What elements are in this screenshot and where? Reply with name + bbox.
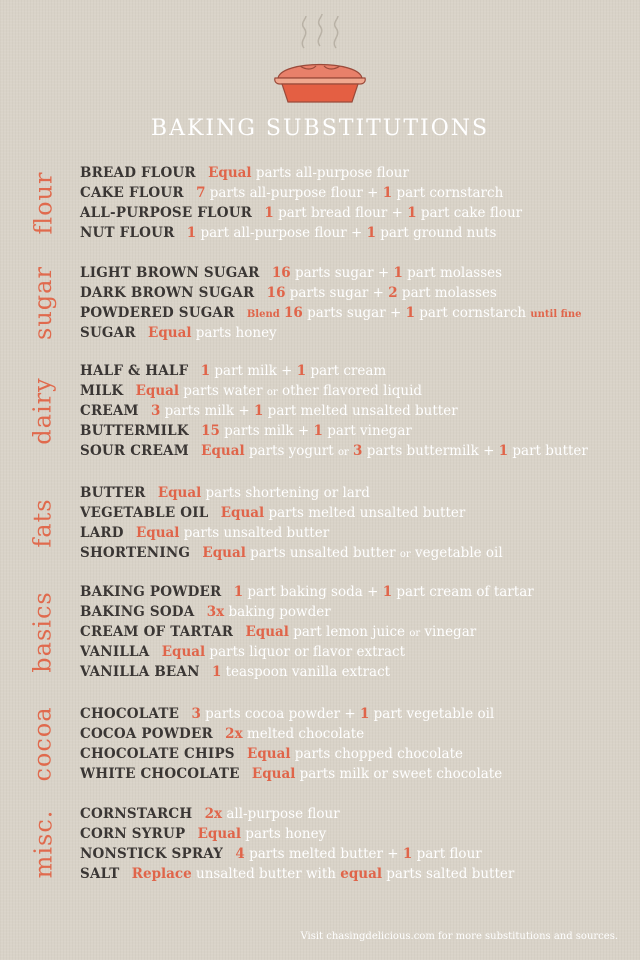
- substitution-row: [80, 602, 620, 622]
- substitution-text: +: [478, 443, 499, 459]
- category-label: [28, 582, 58, 682]
- substitution-text: +: [373, 265, 394, 281]
- substitution-row: [80, 381, 620, 401]
- ingredient-name: CHOCOLATE CHIPS: [80, 746, 235, 762]
- substitution-row: [80, 704, 620, 724]
- ingredient-name: CHOCOLATE: [80, 706, 180, 722]
- substitution-amount: 1: [393, 265, 403, 281]
- substitution-text: part cake flour: [416, 205, 523, 221]
- substitution-amount: Equal: [208, 165, 252, 181]
- substitution-row: [80, 483, 620, 503]
- substitution-amount: 1: [366, 225, 376, 241]
- section-flour: [0, 163, 640, 243]
- category-label: [28, 483, 58, 563]
- substitution-amount: 7: [196, 185, 206, 201]
- ingredient-name: BAKING POWDER: [80, 584, 222, 600]
- substitution-text: or: [337, 447, 349, 458]
- substitution-amount: 1: [382, 584, 393, 600]
- pie-with-steam-icon: [270, 14, 370, 106]
- substitution-row: [80, 401, 620, 421]
- separator: [221, 584, 233, 600]
- substitution-amount: 15: [201, 423, 220, 439]
- ingredient-name: HALF & HALF: [80, 363, 189, 379]
- substitution-text: parts water: [179, 383, 267, 399]
- substitution-amount: Equal: [202, 545, 246, 561]
- separator: [146, 485, 158, 501]
- substitution-row: [80, 824, 620, 844]
- separator: [235, 746, 247, 762]
- substitution-text: +: [368, 285, 389, 301]
- separator: [136, 325, 148, 341]
- ingredient-name: VANILLA: [80, 644, 150, 660]
- section-sugar: [0, 263, 640, 343]
- substitution-amount: 1: [186, 225, 197, 241]
- substitution-text: parts sugar: [285, 285, 369, 301]
- substitution-amount: 1: [407, 205, 417, 221]
- substitution-row: [80, 804, 620, 824]
- substitution-amount: Equal: [201, 443, 245, 459]
- substitution-text: +: [385, 305, 406, 321]
- substitution-amount: until fine: [530, 309, 582, 320]
- separator: [124, 525, 136, 541]
- substitution-text: or: [399, 549, 411, 560]
- ingredient-name: BUTTERMILK: [80, 423, 189, 439]
- substitution-amount: 3: [353, 443, 363, 459]
- substitution-amount: Replace: [131, 866, 192, 882]
- separator: [189, 443, 201, 459]
- category-label-text: misc.: [29, 809, 58, 879]
- substitution-text: parts cocoa powder: [200, 706, 341, 722]
- substitution-text: unsalted butter with: [191, 866, 341, 882]
- substitution-text: parts milk or sweet chocolate: [295, 766, 503, 782]
- substitution-text: +: [276, 363, 297, 379]
- substitution-text: melted chocolate: [242, 726, 365, 742]
- ingredient-name: DARK BROWN SUGAR: [80, 285, 255, 301]
- section-dairy: [0, 361, 640, 461]
- ingredient-name: SUGAR: [80, 325, 136, 341]
- substitution-text: all-purpose flour: [222, 806, 340, 822]
- substitution-amount: Equal: [220, 505, 265, 521]
- page-title: BAKING SUBSTITUTIONS: [150, 116, 490, 141]
- substitution-row: [80, 543, 620, 563]
- substitution-row: [80, 724, 620, 744]
- substitution-amount: Equal: [136, 525, 180, 541]
- substitution-text: part baking soda: [243, 584, 363, 600]
- substitution-text: +: [362, 584, 383, 600]
- section-basics: [0, 582, 640, 682]
- substitution-text: +: [346, 225, 367, 241]
- separator: [223, 846, 235, 862]
- substitution-row: [80, 203, 620, 223]
- substitution-text: parts chopped chocolate: [290, 746, 463, 762]
- separator: [260, 265, 272, 281]
- substitution-text: part molasses: [402, 265, 503, 281]
- substitution-text: parts unsalted butter: [179, 525, 330, 541]
- substitution-row: [80, 744, 620, 764]
- substitution-text: +: [382, 846, 403, 862]
- substitution-amount: 1: [296, 363, 307, 379]
- separator: [184, 185, 196, 201]
- substitution-amount: 1: [233, 584, 244, 600]
- separator: [188, 363, 200, 379]
- substitution-amount: Equal: [135, 383, 180, 399]
- substitution-amount: 1: [264, 205, 274, 221]
- ingredient-name: SOUR CREAM: [80, 443, 189, 459]
- substitution-amount: Equal: [251, 766, 296, 782]
- separator: [196, 165, 208, 181]
- substitution-row: [80, 523, 620, 543]
- substitution-text: part molasses: [397, 285, 497, 301]
- separator: [208, 505, 220, 521]
- substitution-text: parts shortening or lard: [201, 485, 370, 501]
- substitution-row: [80, 622, 620, 642]
- footer-note: Visit chasingdelicious.com for more substitutions and sources.: [300, 931, 618, 942]
- ingredient-name: POWDERED SUGAR: [80, 305, 235, 321]
- ingredient-name: SALT: [80, 866, 120, 882]
- substitution-amount: Equal: [161, 644, 206, 660]
- substitution-text: parts all-purpose flour: [251, 165, 409, 181]
- category-label: [28, 361, 58, 461]
- separator: [123, 383, 135, 399]
- substitution-amount: Equal: [245, 624, 289, 640]
- separator: [235, 305, 247, 321]
- substitution-text: or: [409, 628, 421, 639]
- substitution-text: +: [362, 185, 383, 201]
- ingredient-name: NUT FLOUR: [80, 225, 175, 241]
- ingredient-name: CORN SYRUP: [80, 826, 186, 842]
- substitution-text: part all-purpose flour: [196, 225, 347, 241]
- substitution-text: parts yogurt: [244, 443, 338, 459]
- separator: [185, 826, 197, 842]
- substitution-text: or: [266, 387, 278, 398]
- substitution-amount: Equal: [148, 325, 192, 341]
- ingredient-name: CAKE FLOUR: [80, 185, 184, 201]
- separator: [192, 806, 204, 822]
- substitution-amount: Equal: [247, 746, 291, 762]
- separator: [139, 403, 151, 419]
- substitution-text: parts milk: [160, 403, 235, 419]
- separator: [119, 866, 131, 882]
- substitution-text: part ground nuts: [375, 225, 497, 241]
- ingredient-name: WHITE CHOCOLATE: [80, 766, 240, 782]
- substitution-text: parts all-purpose flour: [205, 185, 363, 201]
- substitution-text: part vinegar: [322, 423, 412, 439]
- substitution-row: [80, 361, 620, 381]
- substitution-text: part lemon juice: [288, 624, 410, 640]
- substitution-text: +: [234, 403, 254, 419]
- substitution-text: teaspoon vanilla extract: [221, 664, 391, 680]
- separator: [254, 285, 266, 301]
- substitution-text: vinegar: [420, 624, 477, 640]
- substitution-amount: 2x: [225, 726, 243, 742]
- substitution-row: [80, 503, 620, 523]
- ingredient-name: BAKING SODA: [80, 604, 195, 620]
- substitution-row: [80, 764, 620, 784]
- separator: [179, 706, 191, 722]
- substitution-text: parts unsalted butter: [245, 545, 400, 561]
- category-label: [28, 804, 58, 884]
- substitution-amount: 2x: [204, 806, 223, 822]
- substitution-amount: Equal: [197, 826, 242, 842]
- separator: [149, 644, 161, 660]
- category-label: [28, 704, 58, 784]
- substitution-amount: Equal: [157, 485, 202, 501]
- substitution-text: part butter: [508, 443, 588, 459]
- ingredient-name: BREAD FLOUR: [80, 165, 196, 181]
- substitution-row: [80, 844, 620, 864]
- substitution-amount: 1: [211, 664, 222, 680]
- substitution-text: part vegetable oil: [369, 706, 495, 722]
- separator: [240, 766, 252, 782]
- category-label-text: cocoa: [29, 706, 57, 782]
- substitution-row: [80, 642, 620, 662]
- substitution-text: part melted unsalted butter: [263, 403, 458, 419]
- category-label: [28, 263, 58, 343]
- ingredient-name: VEGETABLE OIL: [80, 505, 209, 521]
- substitution-row: [80, 303, 620, 323]
- substitution-amount: 16: [271, 265, 291, 281]
- substitution-row: [80, 441, 620, 461]
- separator: [190, 545, 202, 561]
- substitution-amount: 16: [284, 305, 303, 321]
- separator: [189, 423, 201, 439]
- substitution-row: [80, 163, 620, 183]
- substitution-text: part flour: [412, 846, 482, 862]
- separator: [200, 664, 212, 680]
- substitution-amount: 1: [402, 846, 413, 862]
- ingredient-name: CORNSTARCH: [80, 806, 193, 822]
- substitution-text: +: [387, 205, 408, 221]
- substitution-text: parts buttermilk: [362, 443, 479, 459]
- separator: [194, 604, 206, 620]
- substitution-text: part cornstarch: [414, 305, 531, 321]
- substitution-text: part milk: [210, 363, 277, 379]
- category-label-text: sugar: [29, 266, 58, 340]
- category-label-text: flour: [29, 171, 57, 235]
- substitution-amount: 3x: [206, 604, 225, 620]
- ingredient-name: ALL-PURPOSE FLOUR: [80, 205, 253, 221]
- substitution-text: parts milk: [219, 423, 294, 439]
- substitution-amount: equal: [340, 866, 382, 882]
- substitution-amount: 3: [150, 403, 161, 419]
- substitution-row: [80, 421, 620, 441]
- substitution-text: parts salted butter: [381, 866, 515, 882]
- substitution-text: part cream of tartar: [392, 584, 534, 600]
- substitution-amount: 1: [498, 443, 509, 459]
- substitution-amount: Blend: [246, 309, 280, 320]
- substitution-text: +: [293, 423, 314, 439]
- substitution-text: parts sugar: [302, 305, 386, 321]
- ingredient-name: NONSTICK SPRAY: [80, 846, 224, 862]
- substitution-row: [80, 223, 620, 243]
- ingredient-name: COCOA POWDER: [80, 726, 213, 742]
- ingredient-name: LARD: [80, 525, 124, 541]
- separator: [213, 726, 225, 742]
- category-label-text: dairy: [29, 377, 58, 445]
- substitution-amount: 1: [359, 706, 370, 722]
- substitution-text: vegetable oil: [410, 545, 503, 561]
- substitution-amount: 2: [388, 285, 398, 301]
- substitution-amount: 1: [313, 423, 323, 439]
- substitution-amount: 1: [200, 363, 211, 379]
- separator: [233, 624, 245, 640]
- substitution-text: parts honey: [191, 325, 277, 341]
- substitution-row: [80, 183, 620, 203]
- ingredient-name: LIGHT BROWN SUGAR: [80, 265, 260, 281]
- substitution-amount: 1: [382, 185, 393, 201]
- ingredient-name: BUTTER: [80, 485, 146, 501]
- substitution-row: [80, 263, 620, 283]
- substitution-amount: 3: [191, 706, 201, 722]
- substitution-text: part cornstarch: [392, 185, 504, 201]
- category-label: [28, 163, 58, 243]
- ingredient-name: MILK: [80, 383, 124, 399]
- substitution-text: +: [340, 706, 360, 722]
- substitution-row: [80, 864, 620, 884]
- ingredient-name: CREAM: [80, 403, 139, 419]
- section-fats: [0, 483, 640, 563]
- category-label-text: fats: [29, 498, 57, 548]
- ingredient-name: CREAM OF TARTAR: [80, 624, 234, 640]
- substitution-text: parts melted unsalted butter: [264, 505, 466, 521]
- substitution-text: parts melted butter: [244, 846, 383, 862]
- substitution-text: parts honey: [241, 826, 327, 842]
- substitution-row: [80, 283, 620, 303]
- substitution-amount: 1: [253, 403, 264, 419]
- substitution-amount: 1: [405, 305, 415, 321]
- substitution-row: [80, 662, 620, 682]
- substitution-text: parts liquor or flavor extract: [205, 644, 406, 660]
- substitution-text: part bread flour: [273, 205, 388, 221]
- substitution-text: baking powder: [224, 604, 331, 620]
- separator: [252, 205, 264, 221]
- section-cocoa: [0, 704, 640, 784]
- substitution-amount: 4: [235, 846, 245, 862]
- ingredient-name: VANILLA BEAN: [80, 664, 200, 680]
- category-label-text: basics: [29, 591, 58, 673]
- substitution-text: other flavored liquid: [277, 383, 423, 399]
- separator: [175, 225, 187, 241]
- substitution-text: parts sugar: [290, 265, 374, 281]
- substitution-row: [80, 323, 620, 343]
- substitution-text: part cream: [306, 363, 387, 379]
- section-misc: [0, 804, 640, 884]
- substitution-amount: 16: [266, 285, 286, 301]
- substitution-row: [80, 582, 620, 602]
- ingredient-name: SHORTENING: [80, 545, 191, 561]
